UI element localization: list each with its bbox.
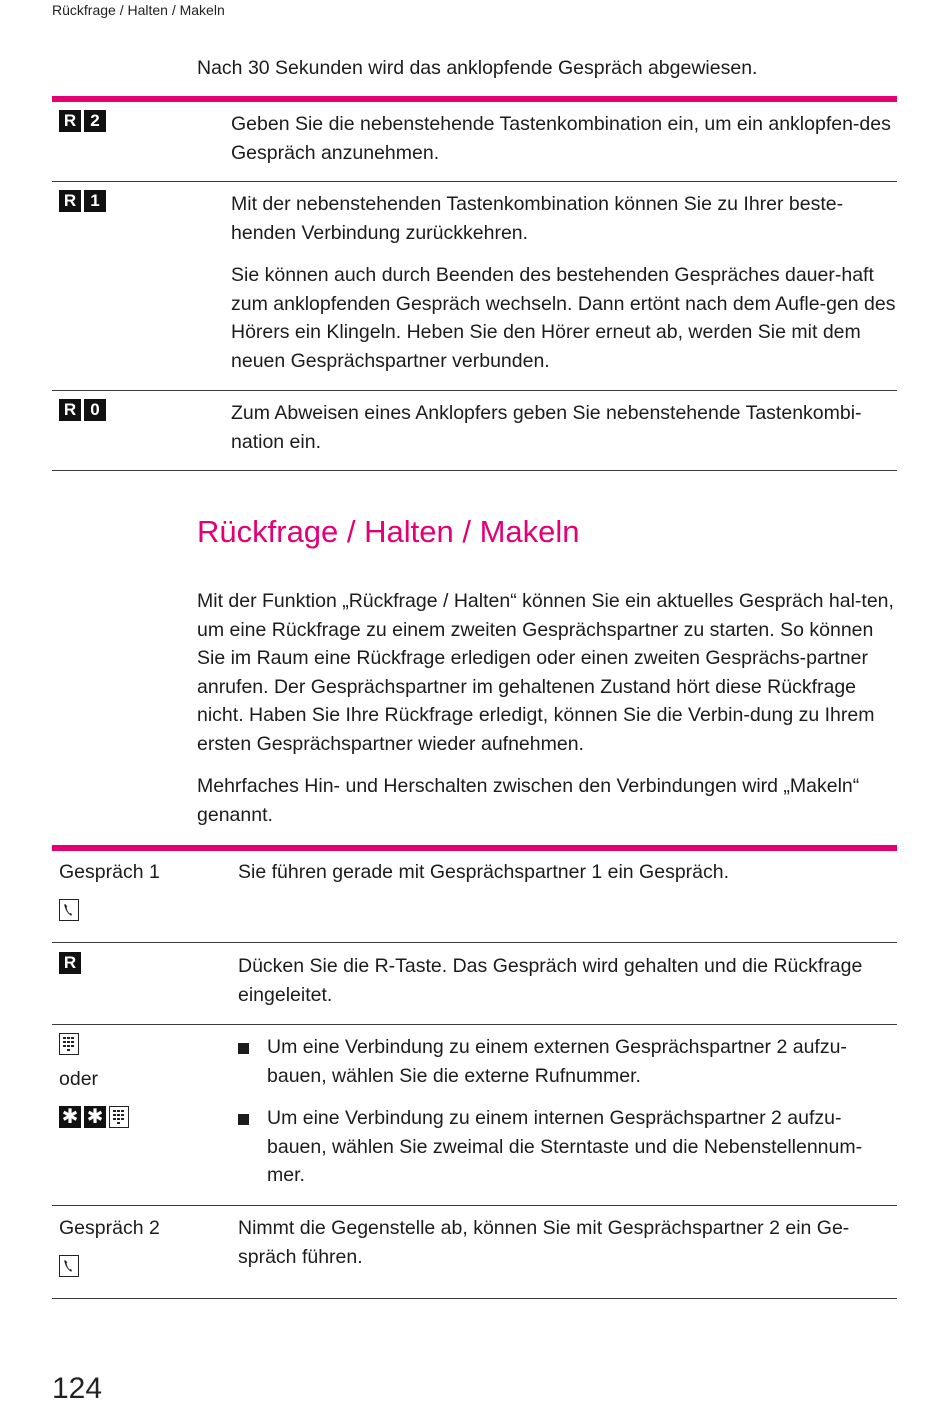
bullet-text: Um eine Verbindung zu einem externen Gesprächspartner 2 aufzu-bauen, wählen Sie die externe Rufnummer. [267, 1036, 847, 1087]
r-key-icon: R [59, 110, 81, 132]
paragraph: Zum Abweisen eines Anklopfers geben Sie nebenstehende Tastenkombi-nation ein. [231, 402, 862, 453]
page-number: 124 [52, 1372, 103, 1405]
row-divider [52, 1205, 897, 1206]
row-label-cell [59, 858, 160, 921]
keypad-icon [59, 1033, 79, 1055]
r-key-icon: R [59, 190, 81, 212]
row-description [231, 110, 897, 181]
row-description [238, 1214, 897, 1285]
intro-text: Nach 30 Sekunden wird das anklopfende Gespräch abgewiesen. [197, 57, 758, 79]
table-bottom-divider [52, 1298, 897, 1299]
paragraph: Dücken Sie die R-Taste. Das Gespräch wird gehalten und die Rückfrage eingeleitet. [238, 955, 863, 1006]
section-body [197, 587, 897, 843]
call-2-label: Gespräch 2 [59, 1217, 160, 1239]
key-combination [59, 110, 109, 132]
dial-keys-cell [59, 1033, 132, 1128]
table-bottom-divider [52, 470, 897, 471]
bullet-icon [238, 1114, 249, 1125]
handset-icon [59, 1255, 79, 1277]
keypad-icon [109, 1106, 129, 1128]
or-label: oder [59, 1068, 99, 1090]
running-header: Rückfrage / Halten / Makeln [52, 2, 225, 18]
section-title: Rückfrage / Halten / Makeln [197, 514, 580, 549]
star-key-icon: ✱ [59, 1106, 81, 1128]
key-combination [59, 399, 109, 421]
star-key-icon: ✱ [84, 1106, 106, 1128]
digit-2-key-icon: 2 [84, 110, 106, 132]
digit-1-key-icon: 1 [84, 190, 106, 212]
digit-0-key-icon: 0 [84, 399, 106, 421]
row-divider [52, 181, 897, 182]
bullet-list [238, 1033, 897, 1190]
r-key-icon: R [59, 399, 81, 421]
magenta-divider [52, 96, 897, 102]
key-combination [59, 952, 84, 974]
paragraph: Sie führen gerade mit Gesprächspartner 1 ein Gespräch. [238, 861, 730, 883]
list-item [238, 1104, 897, 1190]
row-divider [52, 390, 897, 391]
row-divider [52, 1024, 897, 1025]
bullet-text: Um eine Verbindung zu einem internen Gesprächspartner 2 aufzu-bauen, wählen Sie zweimal die Sterntaste und die Nebenstellennum-mer. [267, 1107, 863, 1186]
row-description [238, 952, 897, 1023]
magenta-divider [52, 845, 897, 851]
row-description [238, 858, 897, 901]
paragraph: Nimmt die Gegenstelle ab, können Sie mit Gesprächspartner 2 ein Ge-spräch führen. [238, 1217, 850, 1268]
row-description [231, 399, 897, 470]
handset-icon [59, 899, 79, 921]
r-key-icon: R [59, 952, 81, 974]
list-item [238, 1033, 897, 1090]
paragraph: Mit der nebenstehenden Tastenkombination können Sie zu Ihrer beste-henden Verbindung zurückkehren. [231, 193, 844, 244]
row-label-cell [59, 1214, 160, 1277]
paragraph: Geben Sie die nebenstehende Tastenkombination ein, um ein anklopfen-des Gespräch anzunehmen. [231, 113, 891, 164]
key-combination [59, 190, 109, 212]
paragraph: Mit der Funktion „Rückfrage / Halten“ können Sie ein aktuelles Gespräch hal-ten, um eine Rückfrage zu einem zweiten Gesprächspartner zu starten. So können Sie im Raum eine Rückfrage erledigen oder einen zweiten Gesprächs-partner anrufen. Der Gesprächspartner im gehaltenen Zustand hört diese Rückfrage nicht. Haben Sie Ihre Rückfrage erledigt, können Sie die Verbin-dung zu Ihrem ersten Gesprächspartner wieder aufnehmen. [197, 590, 894, 755]
paragraph: Sie können auch durch Beenden des bestehenden Gespräches dauer-haft zum anklopfenden Gespräch wechseln. Dann ertönt nach dem Aufle-gen des Hörers ein Klingeln. Heben Sie den Hörer erneut ab, werden Sie mit dem neuen Gesprächspartner verbunden. [231, 264, 896, 372]
row-description [238, 1033, 897, 1204]
row-divider [52, 942, 897, 943]
call-1-label: Gespräch 1 [59, 861, 160, 883]
row-description [231, 190, 897, 389]
paragraph: Mehrfaches Hin- und Herschalten zwischen den Verbindungen wird „Makeln“ genannt. [197, 775, 860, 826]
bullet-icon [238, 1043, 249, 1054]
